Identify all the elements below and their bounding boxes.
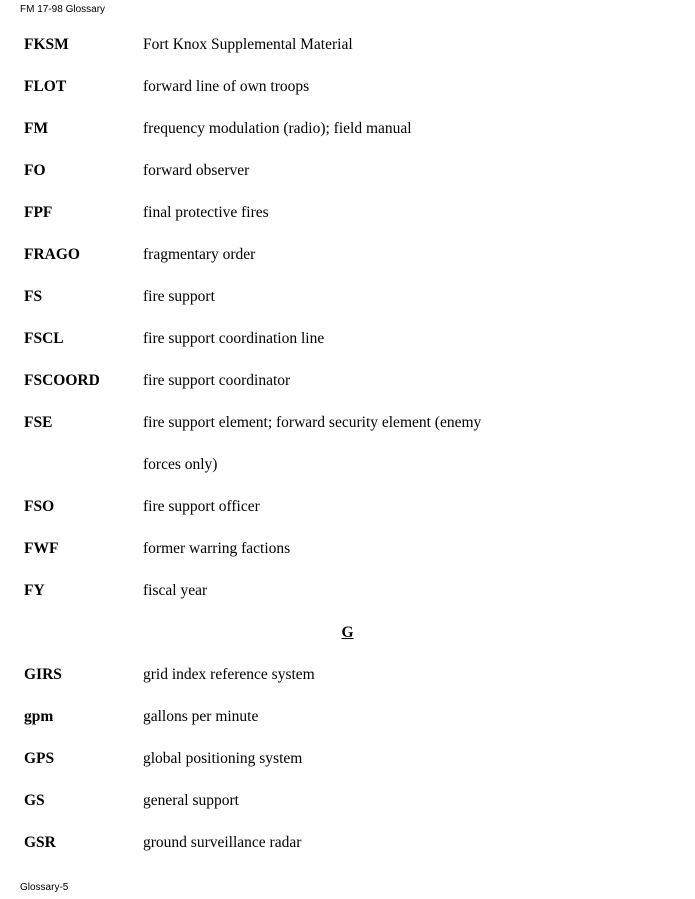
glossary-term: FRAGO — [24, 246, 80, 263]
running-header: FM 17-98 Glossary — [20, 4, 106, 15]
glossary-entry-fse — [0, 411, 695, 453]
glossary-term: FPF — [24, 204, 53, 221]
glossary-entry-fy — [0, 579, 695, 621]
glossary-entry-fwf — [0, 537, 695, 579]
glossary-definition: fire support officer — [143, 498, 260, 515]
glossary-term: FSE — [24, 414, 53, 431]
glossary-term: FKSM — [24, 36, 69, 53]
glossary-definition: former warring factions — [143, 540, 291, 557]
glossary-entry-fscoord — [0, 369, 695, 411]
glossary-term: FM — [24, 120, 49, 137]
glossary-term: GSR — [24, 834, 56, 851]
glossary-term: FO — [24, 162, 46, 179]
glossary-term: GS — [24, 792, 45, 809]
glossary-term: FLOT — [24, 78, 67, 95]
glossary-list — [0, 33, 695, 873]
glossary-term: GPS — [24, 750, 55, 767]
glossary-term: FSCL — [24, 330, 64, 347]
running-footer: Glossary-5 — [20, 882, 69, 893]
glossary-definition: fragmentary order — [143, 246, 256, 263]
glossary-entry-girs — [0, 663, 695, 705]
glossary-definition: forward observer — [143, 162, 250, 179]
glossary-entry-frago — [0, 243, 695, 285]
glossary-definition: Fort Knox Supplemental Material — [143, 36, 353, 53]
glossary-definition: forward line of own troops — [143, 78, 310, 95]
glossary-entry-flot — [0, 75, 695, 117]
glossary-entry-fm — [0, 117, 695, 159]
glossary-entry-fso — [0, 495, 695, 537]
glossary-definition: frequency modulation (radio); field manual — [143, 120, 412, 137]
glossary-term: GIRS — [24, 666, 62, 683]
glossary-definition: general support — [143, 792, 239, 809]
glossary-entry-fse-continued — [0, 453, 695, 495]
glossary-definition: fire support — [143, 288, 215, 305]
section-heading-row — [0, 621, 695, 663]
glossary-term: FSO — [24, 498, 55, 515]
glossary-term: FSCOORD — [24, 372, 100, 389]
glossary-entry-gsr — [0, 831, 695, 873]
glossary-term: gpm — [24, 708, 54, 725]
glossary-entry-gpm — [0, 705, 695, 747]
glossary-definition: global positioning system — [143, 750, 303, 767]
glossary-definition: grid index reference system — [143, 666, 315, 683]
glossary-definition: final protective fires — [143, 204, 269, 221]
glossary-entry-fscl — [0, 327, 695, 369]
glossary-entry-fksm — [0, 33, 695, 75]
glossary-definition: fire support coordination line — [143, 330, 325, 347]
glossary-term: FY — [24, 582, 45, 599]
glossary-entry-gs — [0, 789, 695, 831]
glossary-entry-gps — [0, 747, 695, 789]
glossary-definition-continued: forces only) — [143, 456, 218, 473]
glossary-definition: gallons per minute — [143, 708, 259, 725]
glossary-term: FWF — [24, 540, 59, 557]
glossary-entry-fo — [0, 159, 695, 201]
glossary-entry-fs — [0, 285, 695, 327]
glossary-definition: fiscal year — [143, 582, 208, 599]
glossary-definition: fire support coordinator — [143, 372, 291, 389]
glossary-term: FS — [24, 288, 43, 305]
glossary-entry-fpf — [0, 201, 695, 243]
glossary-definition: ground surveillance radar — [143, 834, 302, 851]
section-heading: G — [341, 624, 354, 641]
glossary-definition: fire support element; forward security element (enemy — [143, 414, 482, 431]
